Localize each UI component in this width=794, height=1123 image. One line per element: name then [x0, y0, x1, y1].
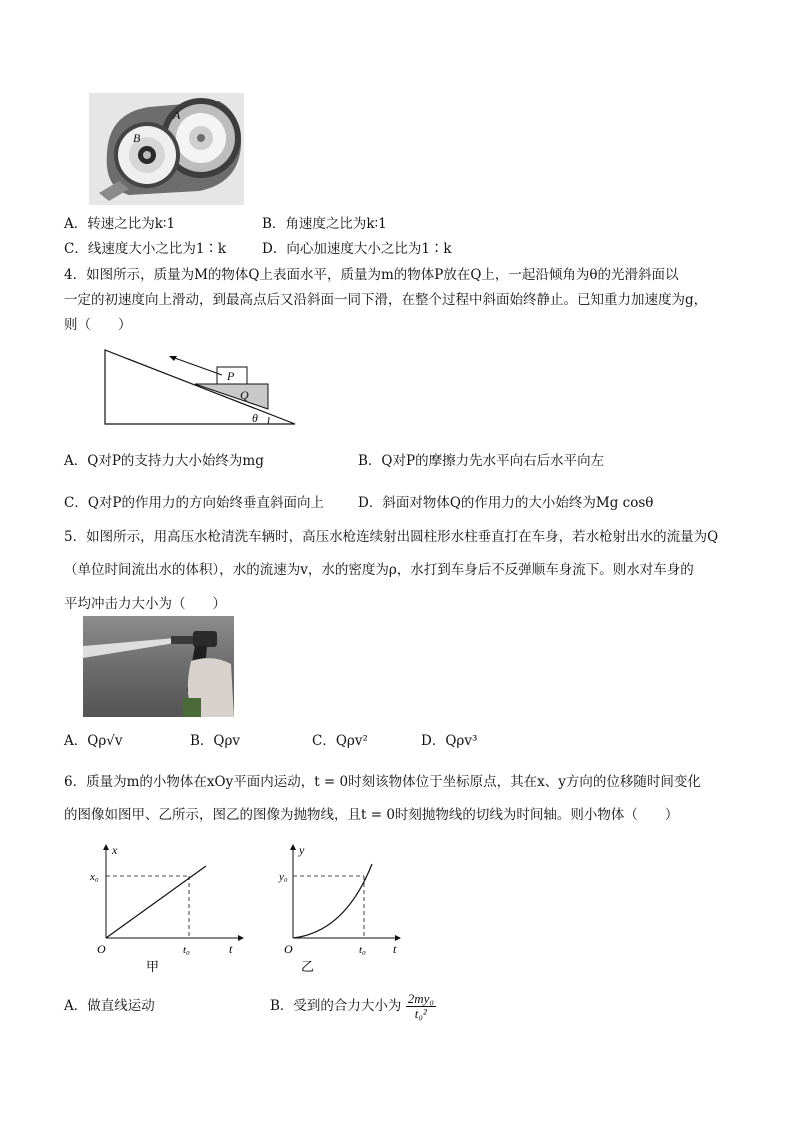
graph-yi-y-tick: y₀: [279, 871, 288, 883]
q6-option-a[interactable]: A．做直线运动: [64, 998, 155, 1014]
q6-option-b-fraction: [406, 992, 436, 1021]
q4-option-d[interactable]: D．斜面对物体Q的作用力的大小始终为Mg cosθ: [358, 495, 654, 511]
graph-yi-t-arrow-icon: [395, 935, 401, 941]
graph-jia-line: [106, 866, 206, 938]
q3-option-b[interactable]: B．角速度之比为k∶1: [262, 216, 387, 232]
theta-label: θ: [252, 411, 258, 425]
graph-yi-x-tick: t₀: [359, 944, 366, 956]
graph-jia-y-label: x: [112, 843, 118, 857]
graph-yi-origin: O: [284, 942, 293, 956]
graph-jia-caption: 甲: [146, 959, 160, 974]
gear-photo-drawing: [89, 93, 244, 205]
gear-photo: [89, 93, 244, 205]
q6-option-b-numerator: 2my₀: [407, 991, 434, 1006]
graph-jia-x-label: t: [229, 942, 233, 956]
q6-option-b-prefix: B．受到的合力大小为: [270, 998, 402, 1014]
q4-option-b[interactable]: B．Q对P的摩擦力先水平向右后水平向左: [358, 453, 605, 469]
graph-yi-x-label: t: [393, 942, 397, 956]
block-q-label: Q: [240, 388, 249, 402]
gear-b-label: B: [133, 131, 141, 145]
q4-option-c[interactable]: C．Q对P的作用力的方向始终垂直斜面向上: [64, 495, 324, 511]
graph-yi-y-label: y: [299, 843, 305, 857]
q3-option-d[interactable]: D．向心加速度大小之比为1∶k: [262, 241, 452, 257]
q5-option-c[interactable]: C．Qρv²: [312, 733, 368, 749]
block-p-label: P: [227, 369, 235, 383]
gear-a-label: A: [173, 108, 181, 122]
q4-stem-line-2: 一定的初速度向上滑动，到最高点后又沿斜面一同下滑，在整个过程中斜面始终静止。已知重力加速度为g，: [64, 292, 708, 308]
q4-stem-line-1: 4．如图所示，质量为M的物体Q上表面水平，质量为m的物体P放在Q上，一起沿倾角为θ的光滑斜面以: [64, 267, 679, 283]
q5-stem-line-3: 平均冲击力大小为（ ）: [64, 596, 226, 612]
q3-option-c[interactable]: C．线速度大小之比为1∶k: [64, 241, 227, 257]
q6-stem-line-2: 的图像如图甲、乙所示，图乙的图像为抛物线，且t = 0时刻抛物线的切线为时间轴。则小物体（ ）: [64, 807, 679, 823]
graph-jia-origin: O: [97, 942, 106, 956]
q6-option-b[interactable]: [270, 986, 436, 1026]
graph-jia-x-tick: t₀: [183, 944, 190, 956]
q5-stem-line-2: （单位时间流出水的体积），水的流速为v，水的密度为ρ，水打到车身后不反弹顺车身流下。则水对车身的: [64, 562, 694, 578]
q4-stem-line-3: 则（ ）: [64, 317, 132, 333]
q3-option-a[interactable]: A．转速之比为k∶1: [64, 216, 176, 232]
graph-yi-caption: 乙: [301, 959, 315, 974]
graph-jia-x-arrow-icon: [103, 844, 109, 850]
graph-jia-t-arrow-icon: [238, 935, 244, 941]
q5-option-d[interactable]: D．Qρv³: [421, 733, 478, 749]
graph-jia: [88, 840, 248, 975]
q5-stem-line-1: 5．如图所示，用高压水枪清洗车辆时，高压水枪连续射出圆柱形水柱垂直打在车身，若水枪射出水的流量为Q: [64, 529, 719, 545]
q5-option-b[interactable]: B．Qρv: [190, 733, 241, 749]
graph-yi: [275, 840, 415, 975]
graph-yi-y-arrow-icon: [290, 844, 296, 850]
q5-option-a[interactable]: A．Qρ√v: [64, 733, 123, 749]
graph-yi-parabola: [293, 864, 372, 938]
graph-jia-y-tick: x₀: [90, 871, 99, 883]
q6-option-b-denominator: t₀²: [414, 1006, 427, 1021]
q4-option-a[interactable]: A．Q对P的支持力大小始终为mg: [64, 453, 264, 469]
water-gun-photo: [83, 616, 234, 717]
incline-figure: [100, 345, 300, 427]
motion-arrow: [172, 357, 222, 375]
q6-stem-line-1: 6．质量为m的小物体在xOy平面内运动，t = 0时刻该物体位于坐标原点，其在x、y方向的位移随时间变化: [64, 774, 701, 790]
